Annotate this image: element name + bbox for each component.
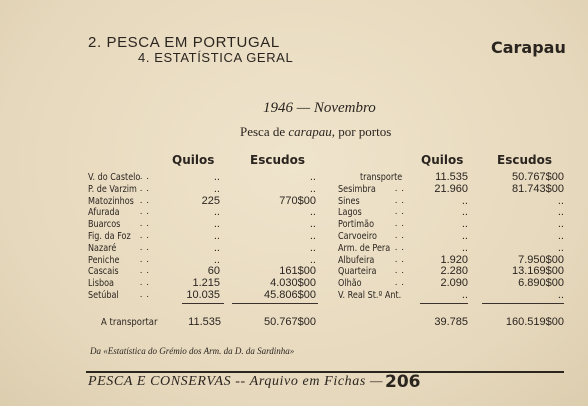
right-quilos-cell: 21.960	[434, 182, 468, 195]
right-quilos-cell: ..	[461, 241, 468, 254]
left-quilos-cell: 10.035	[186, 289, 220, 301]
right-port-name: Portimão	[338, 219, 375, 231]
left-leader-dots: . .	[140, 241, 150, 252]
left-port-name: Nazaré	[88, 242, 117, 254]
left-quilos-cell: 60	[207, 265, 220, 278]
left-quilos-cell: ..	[213, 253, 220, 266]
card-number: 206	[385, 372, 421, 392]
right-port-name: transporte	[360, 172, 403, 183]
right-escudos-cell: ..	[557, 230, 564, 242]
right-escudos-header: Escudos	[497, 153, 552, 167]
left-port-name: Peniche	[88, 254, 120, 266]
left-quilos-rule	[182, 303, 224, 304]
left-escudos-cell: 4.030$00	[270, 277, 316, 290]
right-port-name: Sines	[338, 195, 360, 207]
right-port-name: Albufeira	[338, 254, 375, 266]
right-leader-dots: . .	[395, 182, 405, 193]
left-quilos-cell: ..	[213, 241, 220, 254]
period-title: 1946 — Novembro	[263, 100, 376, 116]
right-quilos-cell: 2.090	[440, 277, 468, 290]
right-port-name: V. Real St.º Ant.	[338, 290, 402, 301]
table-subtitle: Pesca de carapau, por portos	[240, 124, 392, 139]
right-escudos-cell: ..	[557, 241, 564, 254]
left-port-name: Fig. da Foz	[88, 231, 131, 242]
right-total-escudos: 160.519$00	[505, 316, 564, 328]
right-quilos-cell: ..	[461, 218, 468, 231]
left-total-quilos: 11.535	[188, 316, 221, 328]
left-leader-dots: . .	[140, 194, 150, 205]
right-quilos-cell: 1.920	[440, 253, 468, 266]
footer-rule	[86, 371, 564, 373]
left-quilos-header: Quilos	[172, 153, 215, 167]
right-quilos-cell: ..	[461, 230, 468, 242]
left-quilos-cell: ..	[213, 171, 220, 183]
right-port-name: Olhão	[338, 278, 362, 290]
right-port-name: Arm. de Pera	[338, 242, 391, 254]
left-escudos-cell: 770$00	[279, 194, 316, 207]
right-quilos-cell: 11.535	[435, 171, 468, 183]
left-escudos-header: Escudos	[250, 153, 305, 167]
right-quilos-cell: ..	[461, 206, 468, 219]
right-quilos-cell: ..	[461, 194, 468, 207]
right-escudos-cell: 81.743$00	[512, 182, 564, 195]
right-port-name: Quarteira	[338, 266, 377, 278]
left-leader-dots: . .	[140, 253, 150, 264]
right-quilos-rule	[420, 303, 468, 304]
left-leader-dots: . .	[140, 230, 150, 240]
left-leader-dots: . .	[140, 171, 150, 181]
left-port-name: Lisboa	[88, 278, 114, 290]
right-escudos-cell: ..	[557, 206, 564, 219]
right-leader-dots: . .	[395, 218, 405, 229]
footer-text: PESCA E CONSERVAS -- Arquivo em Fichas —	[88, 374, 384, 389]
left-quilos-cell: ..	[213, 230, 220, 242]
left-escudos-cell: ..	[309, 171, 316, 183]
left-quilos-cell: 1.215	[192, 277, 220, 290]
left-escudos-cell: ..	[309, 253, 316, 266]
source-note: Da «Estatística do Grémio dos Arm. da D. da Sardinha»	[90, 346, 295, 356]
species-title: Carapau	[491, 38, 566, 57]
left-port-name: P. de Varzim	[88, 183, 137, 195]
section-heading: 2. PESCA EM PORTUGAL	[88, 34, 280, 51]
left-quilos-cell: ..	[213, 182, 220, 195]
left-escudos-cell: ..	[309, 218, 316, 231]
left-leader-dots: . .	[140, 206, 150, 217]
right-leader-dots: . .	[395, 194, 405, 205]
right-leader-dots: . .	[395, 206, 405, 217]
left-total-escudos: 50.767$00	[264, 316, 316, 328]
right-escudos-cell: 13.169$00	[512, 265, 564, 278]
right-escudos-cell: 7.950$00	[518, 253, 564, 266]
left-port-name: Afurada	[88, 207, 120, 219]
right-escudos-cell: ..	[557, 289, 564, 301]
right-leader-dots: . .	[395, 253, 405, 264]
left-leader-dots: . .	[140, 182, 150, 193]
right-port-name: Sesimbra	[338, 183, 376, 195]
left-leader-dots: . .	[140, 218, 150, 229]
left-quilos-cell: ..	[213, 218, 220, 231]
right-quilos-header: Quilos	[421, 153, 464, 167]
right-port-name: Carvoeiro	[338, 231, 377, 242]
right-quilos-cell: 2.280	[440, 265, 468, 278]
right-quilos-cell: ..	[461, 289, 468, 301]
right-leader-dots: . .	[395, 230, 405, 240]
right-escudos-cell: 6.890$00	[518, 277, 564, 290]
right-escudos-cell: ..	[557, 218, 564, 231]
left-port-name: Buarcos	[88, 219, 121, 231]
right-escudos-rule	[482, 303, 564, 304]
subsection-heading: 4. ESTATÍSTICA GERAL	[138, 50, 294, 65]
left-port-name: Setúbal	[88, 290, 119, 301]
right-total-quilos: 39.785	[434, 316, 468, 328]
left-quilos-cell: ..	[213, 206, 220, 219]
left-port-name: Matozinhos	[88, 195, 134, 207]
left-port-name: Cascais	[88, 266, 119, 278]
left-leader-dots: . .	[140, 265, 150, 276]
left-quilos-cell: 225	[201, 194, 220, 207]
left-escudos-cell: ..	[309, 182, 316, 195]
left-escudos-rule	[232, 303, 318, 304]
right-leader-dots: . .	[395, 241, 405, 252]
left-escudos-cell: 161$00	[279, 265, 316, 278]
left-port-name: V. do Castelo	[88, 172, 141, 183]
left-leader-dots: . .	[140, 289, 150, 299]
right-leader-dots: . .	[395, 277, 405, 288]
left-escudos-cell: ..	[309, 230, 316, 242]
left-escudos-cell: ..	[309, 241, 316, 254]
left-escudos-cell: ..	[309, 206, 316, 219]
left-leader-dots: . .	[140, 277, 150, 288]
left-total-label: A transportar	[101, 317, 158, 328]
right-leader-dots: . .	[395, 265, 405, 276]
right-port-name: Lagos	[338, 207, 362, 219]
left-escudos-cell: 45.806$00	[264, 289, 316, 301]
right-escudos-cell: ..	[557, 194, 564, 207]
right-escudos-cell: 50.767$00	[512, 171, 564, 183]
